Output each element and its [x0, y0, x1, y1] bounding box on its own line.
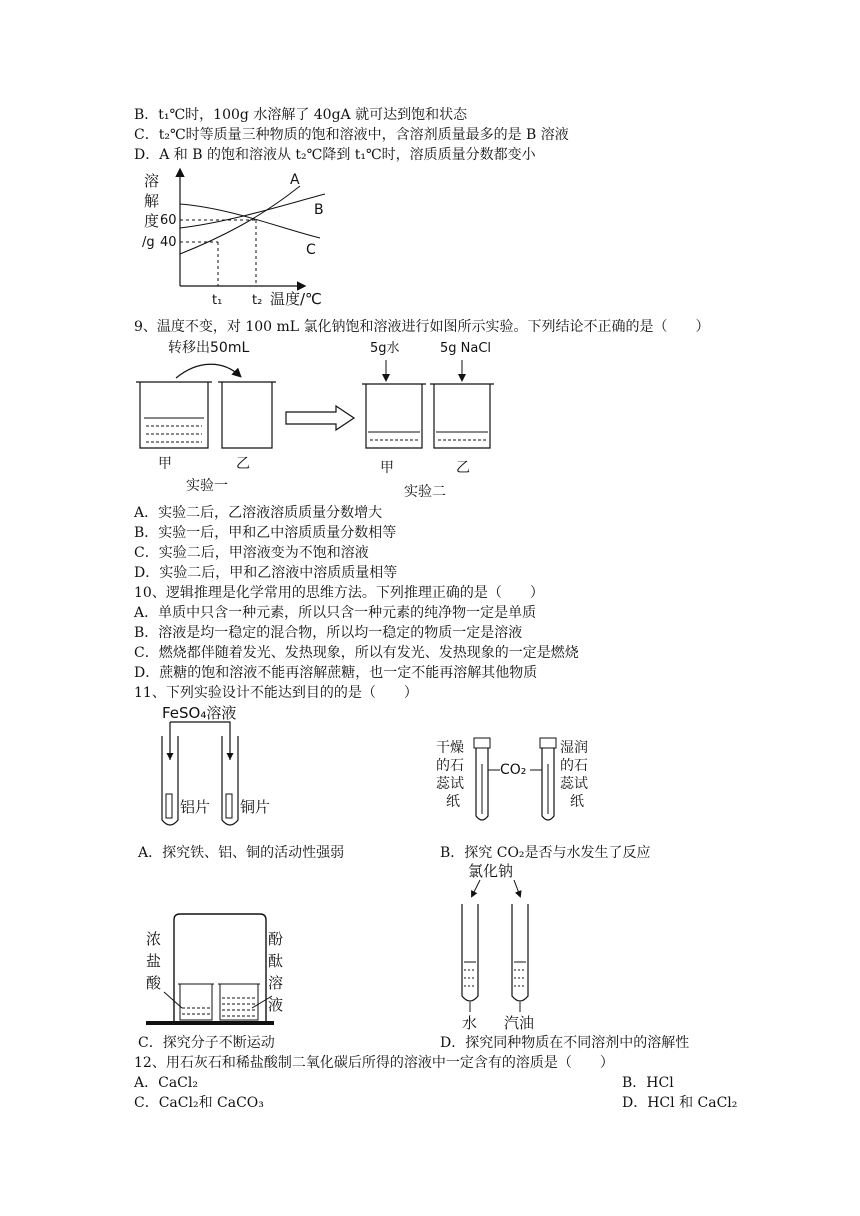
dry-1: 干燥: [436, 740, 464, 756]
q9-option-a: A．实验二后，乙溶液溶质质量分数增大: [134, 505, 383, 521]
q10-stem: 10、逻辑推理是化学常用的思维方法。下列推理正确的是（ ）: [134, 585, 544, 601]
beaker-yi-1: [218, 382, 276, 448]
q9-figure: [128, 338, 508, 504]
beaker-jia-1: [136, 382, 212, 448]
q11-caption-c: C．探究分子不断运动: [138, 1035, 275, 1051]
label-jia-2: 甲: [380, 460, 394, 476]
beaker-yi-2: [430, 384, 494, 448]
q9-option-d: D．实验二后，甲和乙溶液中溶质质量相等: [134, 565, 398, 581]
test-tube-water: [462, 904, 478, 1012]
q10-option-d: D．蔗糖的饱和溶液不能再溶解蔗糖，也一定不能再溶解其他物质: [134, 665, 538, 681]
nacl-label: 5g NaCl: [440, 341, 492, 356]
q11-figure-c: [140, 912, 310, 1028]
xtick-t2: t₂: [252, 293, 263, 308]
xlabel: 温度/℃: [270, 290, 322, 308]
q9-option-b: B．实验一后，甲和乙中溶质质量分数相等: [134, 525, 397, 541]
wet-2: 的石: [560, 758, 588, 774]
q11-caption-d: D．探究同种物质在不同溶剂中的溶解性: [440, 1035, 690, 1051]
hcl-2: 盐: [146, 952, 162, 970]
feso4-label: FeSO₄溶液: [162, 704, 237, 722]
big-arrow: [286, 406, 354, 430]
cu-label: 铜片: [240, 798, 271, 816]
wet-1: 湿润: [560, 740, 588, 756]
phen-1: 酚: [268, 930, 284, 948]
water-label: 5g水: [370, 341, 400, 356]
label-yi-2: 乙: [456, 460, 470, 476]
q11-caption-a: A．探究铁、铝、铜的活动性强弱: [138, 845, 345, 861]
ylabel-2: 解: [144, 192, 160, 210]
nacl-d-label: 氯化钠: [468, 862, 514, 880]
beaker-hcl: [178, 984, 214, 1020]
al-label: 铝片: [180, 798, 211, 816]
q12-option-d: D．HCl 和 CaCl₂: [622, 1095, 738, 1111]
ytick-40: 40: [160, 235, 177, 250]
q10-option-b: B．溶液是均一稳定的混合物，所以均一稳定的物质一定是溶液: [134, 625, 523, 641]
ylabel-3: 度: [144, 212, 160, 230]
ylabel-1: 溶: [144, 172, 160, 190]
solubility-graph: [140, 166, 340, 311]
q10-option-c: C．燃烧都伴随着发光、发热现象，所以有发光、发热现象的一定是燃烧: [134, 645, 579, 661]
gasoline-label: 汽油: [504, 1014, 535, 1032]
wet-4: 纸: [570, 794, 584, 810]
beaker-jia-2: [362, 384, 426, 448]
label-b: B: [314, 202, 324, 218]
xtick-t1: t₁: [212, 293, 223, 308]
dry-3: 蕊试: [436, 776, 464, 792]
q9-stem: 9、温度不变，对 100 mL 氯化钠饱和溶液进行如图所示实验。下列结论不正确的是（ ）: [134, 319, 710, 335]
q9-option-c: C．实验二后，甲溶液变为不饱和溶液: [134, 545, 369, 561]
ytick-60: 60: [160, 213, 177, 228]
hcl-3: 酸: [146, 974, 162, 992]
water-d-label: 水: [462, 1014, 478, 1032]
q12-stem: 12、用石灰石和稀盐酸制二氧化碳后所得的溶液中一定含有的溶质是（ ）: [134, 1055, 614, 1071]
curve-b: [180, 194, 325, 228]
q8-option-c: C．t₂℃时等质量三种物质的饱和溶液中，含溶剂质量最多的是 B 溶液: [134, 127, 569, 143]
q11-figure-b: [436, 734, 606, 834]
label-c: C: [306, 242, 316, 258]
q11-figure-a: [150, 700, 290, 834]
wet-3: 蕊试: [560, 776, 588, 792]
dry-2: 的石: [436, 758, 464, 774]
test-tube-gasoline: [512, 904, 528, 1012]
transfer-label: 转移出50mL: [168, 340, 250, 356]
label-jia-1: 甲: [158, 456, 172, 472]
q12-option-a: A．CaCl₂: [134, 1075, 198, 1091]
q12-option-b: B．HCl: [622, 1075, 674, 1091]
label-a: A: [290, 172, 300, 188]
q12-option-c: C．CaCl₂和 CaCO₃: [134, 1095, 264, 1111]
q11-figure-d: [450, 858, 570, 1032]
dry-4: 纸: [446, 794, 460, 810]
q11-stem: 11、下列实验设计不能达到目的的是（ ）: [134, 685, 418, 701]
q8-option-d: D．A 和 B 的饱和溶液从 t₂℃降到 t₁℃时，溶质质量分数都变小: [134, 147, 536, 163]
yunit: /g: [142, 235, 155, 250]
phen-3: 溶: [268, 974, 284, 992]
q10-option-a: A．单质中只含一种元素，所以只含一种元素的纯净物一定是单质: [134, 605, 537, 621]
phen-2: 酞: [268, 952, 284, 970]
test-tube-dry: [474, 738, 490, 820]
phen-4: 液: [268, 996, 284, 1014]
curve-c: [180, 204, 320, 238]
label-yi-1: 乙: [236, 456, 250, 472]
q8-option-b: B．t₁℃时，100g 水溶解了 40gA 就可达到饱和状态: [134, 107, 468, 123]
hcl-1: 浓: [146, 930, 162, 948]
test-tube-wet: [540, 738, 556, 820]
beaker-phenolphthalein: [218, 984, 260, 1020]
label-exp1: 实验一: [186, 478, 228, 494]
label-exp2: 实验二: [404, 484, 446, 500]
q11-caption-b: B．探究 CO₂是否与水发生了反应: [440, 845, 651, 861]
co2-label: CO₂: [500, 762, 527, 778]
